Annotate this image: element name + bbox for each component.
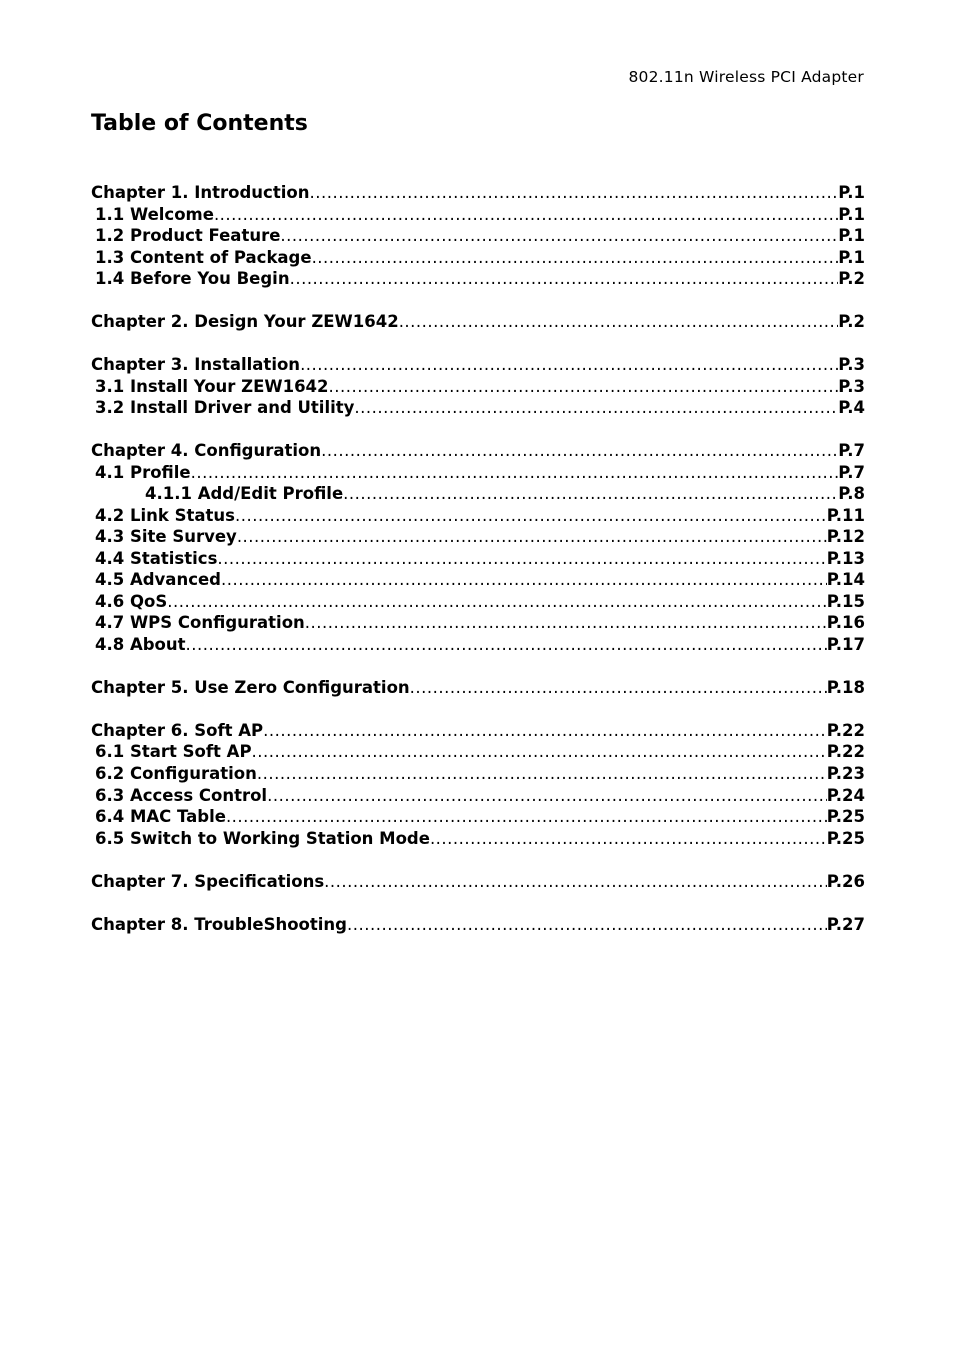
toc-entry[interactable] <box>91 311 865 333</box>
dot-leader <box>312 247 839 269</box>
toc-entry-label: 1.3 Content of Package <box>95 247 312 267</box>
toc-entry-page: P.22 <box>826 742 865 761</box>
toc-entry-label: Chapter 5. Use Zero Configuration <box>91 677 410 697</box>
dot-leader <box>214 204 838 226</box>
dot-leader <box>167 591 826 613</box>
dot-leader <box>347 914 827 936</box>
toc-entry-label: Chapter 8. TroubleShooting <box>91 914 347 934</box>
dot-leader <box>410 677 827 699</box>
toc-entry-label: 6.1 Start Soft AP <box>95 742 252 761</box>
dot-leader <box>221 569 827 591</box>
toc-entry-page: P.7 <box>838 462 865 482</box>
page-title: Table of Contents <box>91 111 308 136</box>
toc-entry-page: P.16 <box>826 613 865 632</box>
dot-leader <box>324 871 827 893</box>
toc-entry[interactable] <box>91 483 865 505</box>
toc-entry-label: 4.7 WPS Configuration <box>95 613 305 632</box>
dot-leader <box>305 612 827 634</box>
dot-leader <box>252 741 827 763</box>
toc-entry-label: 1.4 Before You Begin <box>95 269 290 288</box>
toc-entry-page: P.1 <box>838 226 865 245</box>
toc-entry-label: Chapter 7. Specifications <box>91 871 325 891</box>
toc-entry-page: P.2 <box>838 312 865 331</box>
toc-entry-label: Chapter 6. Soft AP <box>91 720 264 740</box>
toc-entry-page: P.2 <box>838 269 865 288</box>
dot-leader <box>237 526 827 548</box>
toc-entry-page: P.26 <box>826 871 865 891</box>
toc-entry[interactable] <box>91 720 865 742</box>
dot-leader <box>257 763 827 785</box>
toc-entry[interactable] <box>91 397 865 419</box>
dot-leader <box>267 785 827 807</box>
toc-entry-page: P.23 <box>826 764 865 783</box>
toc-entry-page: P.24 <box>826 785 865 805</box>
toc-entry-label: 3.2 Install Driver and Utility <box>95 398 355 417</box>
toc-entry-page: P.8 <box>838 484 865 503</box>
toc-entry-page: P.4 <box>838 398 865 417</box>
toc-entry[interactable] <box>91 354 865 376</box>
toc-entry-page: P.27 <box>826 914 865 934</box>
toc-entry-page: P.1 <box>838 204 865 224</box>
toc-entry-page: P.3 <box>838 355 865 374</box>
toc-entry[interactable] <box>91 612 865 634</box>
toc-entry-page: P.11 <box>826 505 865 525</box>
dot-leader <box>186 634 827 656</box>
toc-entry[interactable] <box>91 677 865 699</box>
toc-entry-page: P.15 <box>826 591 865 611</box>
toc-entry-label: 4.1.1 Add/Edit Profile <box>145 484 344 503</box>
toc-entry-label: 1.1 Welcome <box>95 204 214 224</box>
dot-leader <box>329 376 839 398</box>
toc-entry-page: P.3 <box>838 376 865 396</box>
dot-leader <box>217 548 826 570</box>
toc-entry-label: 4.3 Site Survey <box>95 527 237 546</box>
toc-entry[interactable] <box>91 548 865 570</box>
toc-entry-label: 4.4 Statistics <box>95 548 218 568</box>
toc-entry[interactable] <box>91 462 865 484</box>
dot-leader <box>191 462 839 484</box>
dot-leader <box>300 354 838 376</box>
toc-entry-page: P.1 <box>838 247 865 267</box>
toc-entry[interactable] <box>91 914 865 936</box>
dot-leader <box>235 505 827 527</box>
dot-leader <box>309 182 838 204</box>
toc-entry-page: P.22 <box>826 720 865 740</box>
toc-entry[interactable] <box>91 741 865 763</box>
toc-entry[interactable] <box>91 785 865 807</box>
toc-entry[interactable] <box>91 806 865 828</box>
toc-entry-label: 4.1 Profile <box>95 462 191 482</box>
toc-entry[interactable] <box>91 634 865 656</box>
toc-entry-label: Chapter 2. Design Your ZEW1642 <box>91 312 399 331</box>
toc-entry[interactable] <box>91 376 865 398</box>
dot-leader <box>280 225 838 247</box>
dot-leader <box>343 483 838 505</box>
toc-entry-label: 3.1 Install Your ZEW1642 <box>95 376 329 396</box>
toc-entry-label: Chapter 4. Configuration <box>91 441 322 460</box>
toc-entry[interactable] <box>91 763 865 785</box>
dot-leader <box>290 268 839 290</box>
toc-entry[interactable] <box>91 505 865 527</box>
toc-entry-page: P.7 <box>838 441 865 460</box>
toc-entry-label: 4.8 About <box>95 634 186 654</box>
toc-entry-label: 4.2 Link Status <box>95 505 235 525</box>
toc-entry[interactable] <box>91 268 865 290</box>
toc-entry-label: Chapter 1. Introduction <box>91 183 310 202</box>
toc-entry[interactable] <box>91 828 865 850</box>
toc-entry-label: 4.6 QoS <box>95 591 168 611</box>
toc-entry[interactable] <box>91 247 865 269</box>
toc-entry-label: 6.3 Access Control <box>95 785 268 805</box>
toc-entry[interactable] <box>91 182 865 204</box>
toc-entry-page: P.25 <box>826 828 865 848</box>
toc-entry-page: P.25 <box>826 807 865 826</box>
toc-entry-label: 6.4 MAC Table <box>95 807 226 826</box>
dot-leader <box>321 440 838 462</box>
toc-entry-label: 4.5 Advanced <box>95 570 221 589</box>
dot-leader <box>354 397 838 419</box>
dot-leader <box>263 720 827 742</box>
toc-entry[interactable] <box>91 440 865 462</box>
toc-entry-page: P.14 <box>826 570 865 589</box>
toc-entry-label: 6.5 Switch to Working Station Mode <box>95 828 430 848</box>
toc-entry[interactable] <box>91 871 865 893</box>
toc-entry-page: P.13 <box>826 548 865 568</box>
dot-leader <box>399 311 839 333</box>
toc-entry-page: P.18 <box>826 677 865 697</box>
toc-entry-label: 1.2 Product Feature <box>95 226 281 245</box>
dot-leader <box>430 828 827 850</box>
toc-entry-page: P.1 <box>838 183 865 202</box>
toc-entry[interactable] <box>91 225 865 247</box>
toc-entry[interactable] <box>91 204 865 226</box>
toc-entry-label: 6.2 Configuration <box>95 764 257 783</box>
toc-entry[interactable] <box>91 526 865 548</box>
toc-entry-page: P.17 <box>826 634 865 654</box>
dot-leader <box>226 806 827 828</box>
toc-entry-page: P.12 <box>826 527 865 546</box>
toc-entry[interactable] <box>91 591 865 613</box>
running-header: 802.11n Wireless PCI Adapter <box>628 68 864 86</box>
toc-entry[interactable] <box>91 569 865 591</box>
toc-entry-label: Chapter 3. Installation <box>91 355 301 374</box>
